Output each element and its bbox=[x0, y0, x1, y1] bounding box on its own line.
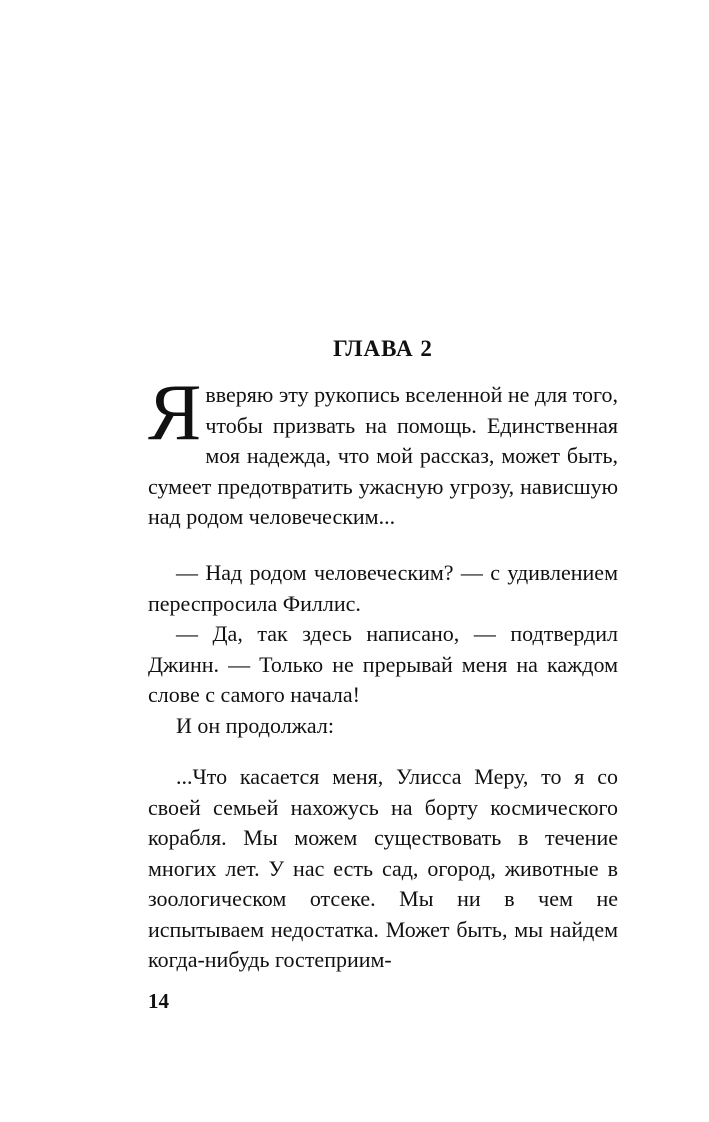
dialog-line-2: — Да, так здесь написано, — подтвердил Джинн. — Только не прерывай меня на каждом слове с самого начала! bbox=[148, 621, 618, 707]
continuation-paragraph bbox=[148, 762, 618, 976]
continuation-text: ...Что касается меня, Улисса Меру, то я со своей семьей нахожусь на борту космического корабля. Мы можем существовать в течение многих лет. У нас есть сад, огород, животные в зоологическом отсеке. Мы ни в чем не испытываем недостатка. Может быть, мы найдем когда-нибудь гостеприим- bbox=[148, 764, 618, 972]
intro-text: вверяю эту рукопись вселенной не для того, чтобы призвать на помощь. Единственная моя надежда, что мой рассказ, может быть, сумеет предотвратить ужасную угрозу, нависшую над родом человеческим... bbox=[148, 382, 618, 529]
dialog-section bbox=[148, 558, 618, 741]
dialog-line-3: И он продолжал: bbox=[176, 712, 334, 738]
chapter-title: ГЛАВА 2 bbox=[333, 336, 433, 361]
drop-cap: Я bbox=[148, 369, 202, 457]
intro-paragraph bbox=[148, 369, 618, 533]
dialog-line-1: — Над родом человеческим? — с удивлением переспросила Филлис. bbox=[148, 560, 618, 616]
page-number: 14 bbox=[148, 989, 169, 1013]
